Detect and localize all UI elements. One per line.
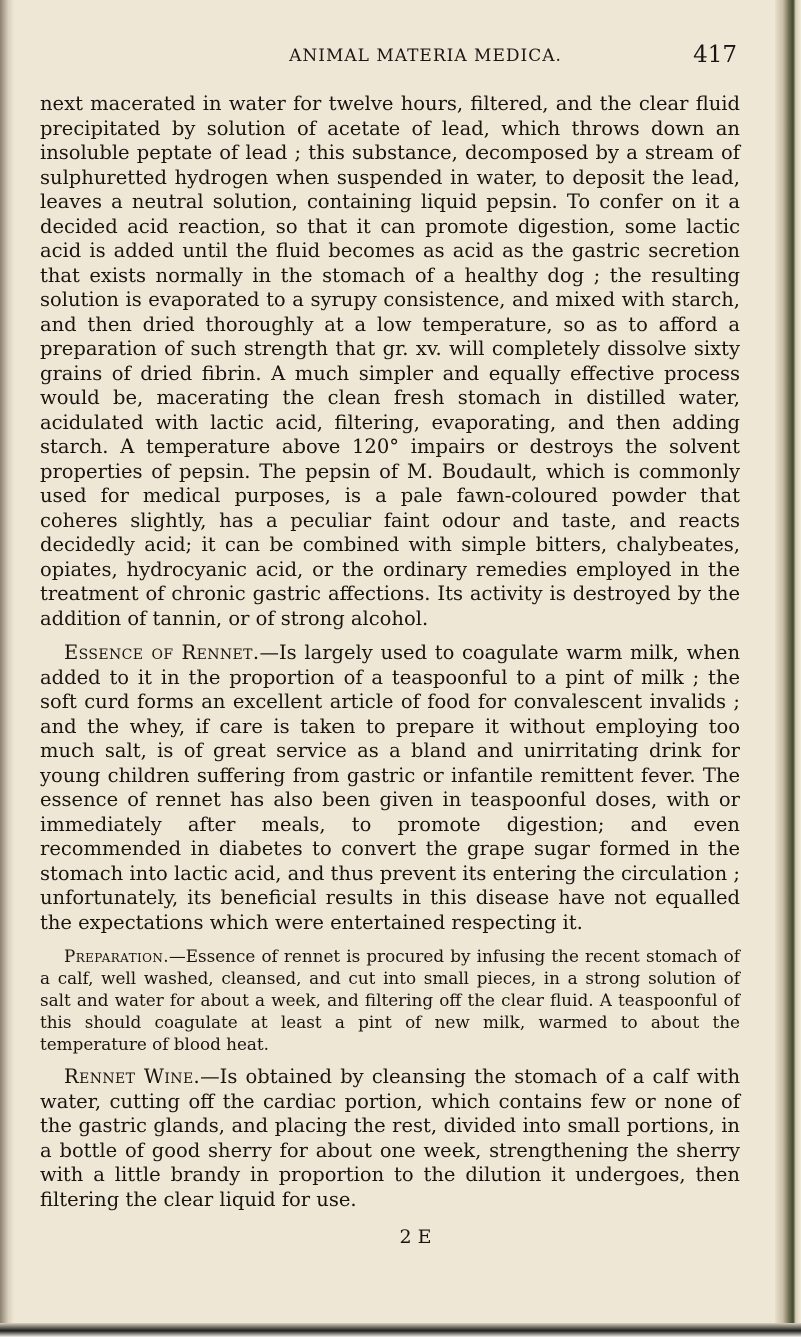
section-heading-essence-of-rennet: Essence of Rennet. — [64, 641, 260, 664]
rennet-wine-text: —Is obtained by cleansing the stomach of a calf with water, cutting off the cardiac portion, which contains few or none of the gastric glands, and placing the rest, divided into small portions, in a bottle of good sherry for about one week, strengthening the sherry with a little brandy in proportion to the dilution it undergoes, then filtering the clear liquid for use. — [40, 1065, 741, 1211]
paragraph-essence-of-rennet — [40, 641, 740, 935]
page-header — [60, 42, 741, 76]
page-edge — [775, 0, 801, 1337]
paragraph-preparation — [40, 945, 740, 1055]
page-body — [40, 92, 740, 1212]
running-head: ANIMAL MATERIA MEDICA. — [289, 46, 562, 66]
essence-of-rennet-text: —Is largely used to coagulate warm milk, when added to it in the proportion of a teaspoonful to a pint of milk ; the soft curd forms an excellent article of food for convalescent invalids ; and the whey, if care is taken to prepare it without employing too much salt, is of great service as a bland and unirritating drink for young children suffering from gastric or infantile remittent fever. The essence of rennet has also been given in teaspoonful doses, with or immediately after meals, to promote digestion; and even recommended in diabetes to convert the grape sugar formed in the stomach into lactic acid, and thus prevent its entering the circulation ; unfortunately, its beneficial results in this disease have not equalled the expectations which were entertained respecting it. — [40, 641, 740, 934]
signature-mark: 2 E — [399, 1226, 432, 1248]
paragraph-rennet-wine — [40, 1065, 740, 1212]
section-heading-rennet-wine: Rennet Wine. — [64, 1065, 201, 1088]
paragraph-pepsin: next macerated in water for twelve hours, filtered, and the clear fluid precipitated by solution of acetate of lead, which throws down an insoluble peptate of lead ; this substance, decomposed by a stream of sulphuretted hydrogen when suspended in water, to deposit the lead, leaves a neutral solution, containing liquid pepsin. To confer on it a decided acid reaction, so that it can promote digestion, some lactic acid is added until the fluid becomes as acid as the gastric secretion that exists normally in the stomach of a healthy dog ; the resulting solution is evaporated to a syrupy consistence, and mixed with starch, and then dried thoroughly at a low temperature, so as to afford a preparation of such strength that gr. xv. will completely dissolve sixty grains of dried fibrin. A much simpler and equally effective process would be, macerating the clean fresh stomach in distilled water, acidulated with lactic acid, filtering, evaporating, and then adding starch. A temperature above 120° impairs or destroys the solvent properties of pepsin. The pepsin of M. Boudault, which is commonly used for medical purposes, is a pale fawn-coloured powder that coheres slightly, has a peculiar faint odour and taste, and reacts decidedly acid; it can be combined with simple bitters, chalybeates, opiates, hydrocyanic acid, or the ordinary remedies employed in the treatment of chronic gastric affections. Its activity is destroyed by the addition of tannin, or of strong alcohol. — [40, 92, 740, 630]
section-heading-preparation: Preparation. — [64, 946, 169, 966]
binding-shadow — [0, 0, 14, 1337]
page-number: 417 — [693, 42, 737, 68]
bottom-edge — [0, 1323, 801, 1337]
preparation-text: —Essence of rennet is procured by infusing the recent stomach of a calf, well washed, cleansed, and cut into small pieces, in a strong solution of salt and water for about a week, and filtering off the clear fluid. A teaspoonful of this should coagulate at least a pint of new milk, warmed to about the temperature of blood heat. — [40, 946, 740, 1054]
